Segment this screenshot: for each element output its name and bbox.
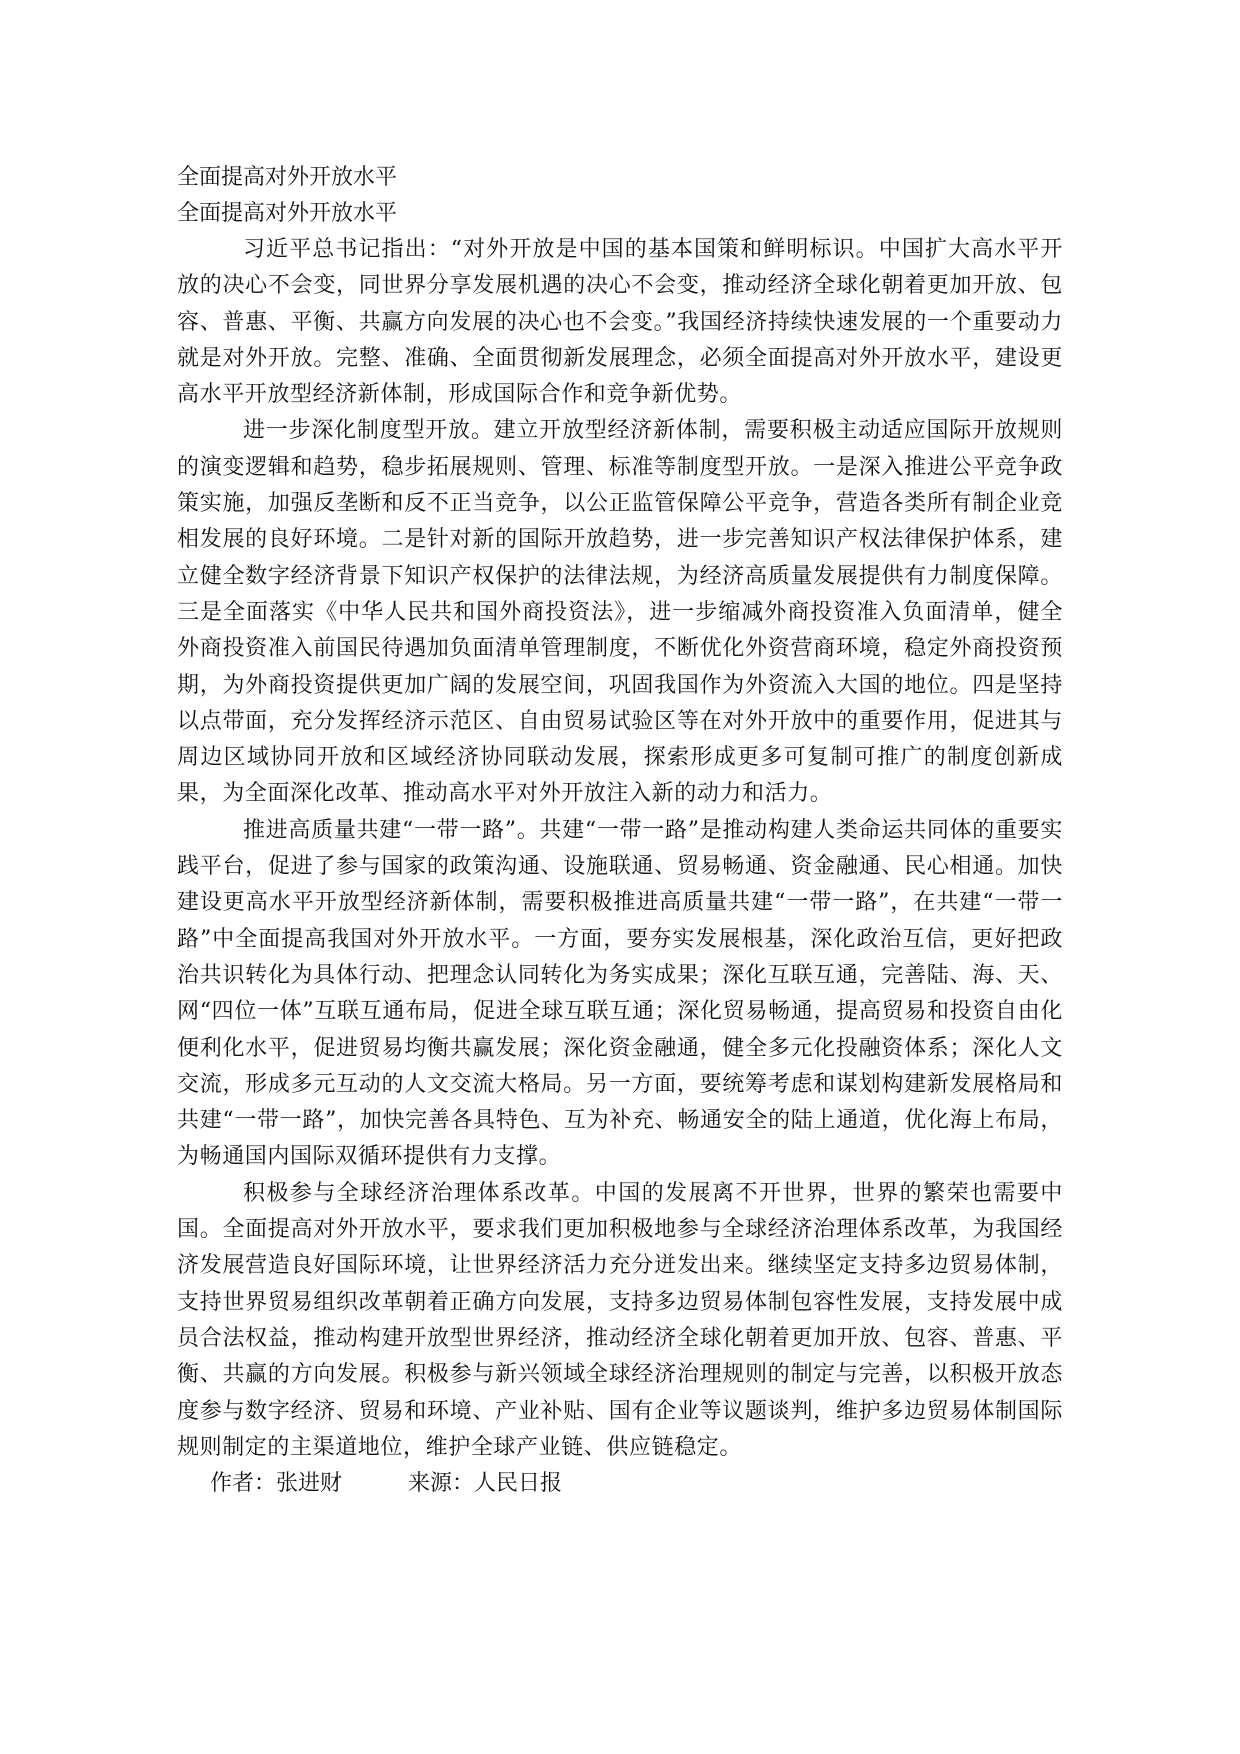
paragraph-global-governance: 积极参与全球经济治理体系改革。中国的发展离不开世界，世界的繁荣也需要中国。全面提高对外开放水平，要求我们更加积极地参与全球经济治理体系改革，为我国经济发展营造良好国际环境，让世界经济活力充分迸发出来。继续坚定支持多边贸易体制，支持世界贸易组织改革朝着正确方向发展，支持多边贸易体制包容性发展，支持发展中成员合法权益，推动构建开放型世界经济，推动经济全球化朝着更加开放、包容、普惠、平衡、共赢的方向发展。积极参与新兴领域全球经济治理规则的制定与完善，以积极开放态度参与数字经济、贸易和环境、产业补贴、国有企业等议题谈判，维护多边贸易体制国际规则制定的主渠道地位，维护全球产业链、供应链稳定。 [177, 1180, 1063, 1460]
paragraph-intro: 习近平总书记指出：“对外开放是中国的基本国策和鲜明标识。中国扩大高水平开放的决心不会变，同世界分享发展机遇的决心不会变，推动经济全球化朝着更加开放、包容、普惠、平衡、共赢方向发展的决心也不会变。”我国经济持续快速发展的一个重要动力就是对外开放。完整、准确、全面贯彻新发展理念，必须全面提高对外开放水平，建设更高水平开放型经济新体制，形成国际合作和竞争新优势。 [177, 237, 1063, 408]
document-subtitle: 全面提高对外开放水平 [177, 201, 398, 226]
byline [177, 1466, 1063, 1502]
document-content [177, 160, 1063, 1502]
source-label: 来源：人民日报 [408, 1471, 563, 1497]
paragraph-institutional-opening: 进一步深化制度型开放。建立开放型经济新体制，需要积极主动适应国际开放规则的演变逻辑和趋势，稳步拓展规则、管理、标准等制度型开放。一是深入推进公平竞争政策实施，加强反垄断和反不正当竞争，以公正监管保障公平竞争，营造各类所有制企业竞相发展的良好环境。二是针对新的国际开放趋势，进一步完善知识产权法律保护体系，建立健全数字经济背景下知识产权保护的法律法规，为经济高质量发展提供有力制度保障。三是全面落实《中华人民共和国外商投资法》，进一步缩减外商投资准入负面清单，健全外商投资准入前国民待遇加负面清单管理制度，不断优化外资营商环境，稳定外商投资预期，为外商投资提供更加广阔的发展空间，巩固我国作为外资流入大国的地位。四是坚持以点带面，充分发挥经济示范区、自由贸易试验区等在对外开放中的重要作用，促进其与周边区域协同开放和区域经济协同联动发展，探索形成更多可复制可推广的制度创新成果，为全面深化改革、推动高水平对外开放注入新的动力和活力。 [177, 418, 1063, 807]
author-label: 作者：张进财 [210, 1471, 343, 1497]
document-title: 全面提高对外开放水平 [177, 165, 398, 190]
paragraph-belt-and-road: 推进高质量共建“一带一路”。共建“一带一路”是推动构建人类命运共同体的重要实践平台，促进了参与国家的政策沟通、设施联通、贸易畅通、资金融通、民心相通。加快建设更高水平开放型经济新体制，需要积极推进高质量共建“一带一路”，在共建“一带一路”中全面提高我国对外开放水平。一方面，要夯实发展根基，深化政治互信，更好把政治共识转化为具体行动、把理念认同转化为务实成果；深化互联互通，完善陆、海、天、网“四位一体”互联互通布局，促进全球互联互通；深化贸易畅通，提高贸易和投资自由化便利化水平，促进贸易均衡共赢发展；深化资金融通，健全多元化投融资体系；深化人文交流，形成多元互动的人文交流大格局。另一方面，要统筹考虑和谋划构建新发展格局和共建“一带一路”，加快完善各具特色、互为补充、畅通安全的陆上通道，优化海上布局，为畅通国内国际双循环提供有力支撑。 [177, 817, 1063, 1170]
